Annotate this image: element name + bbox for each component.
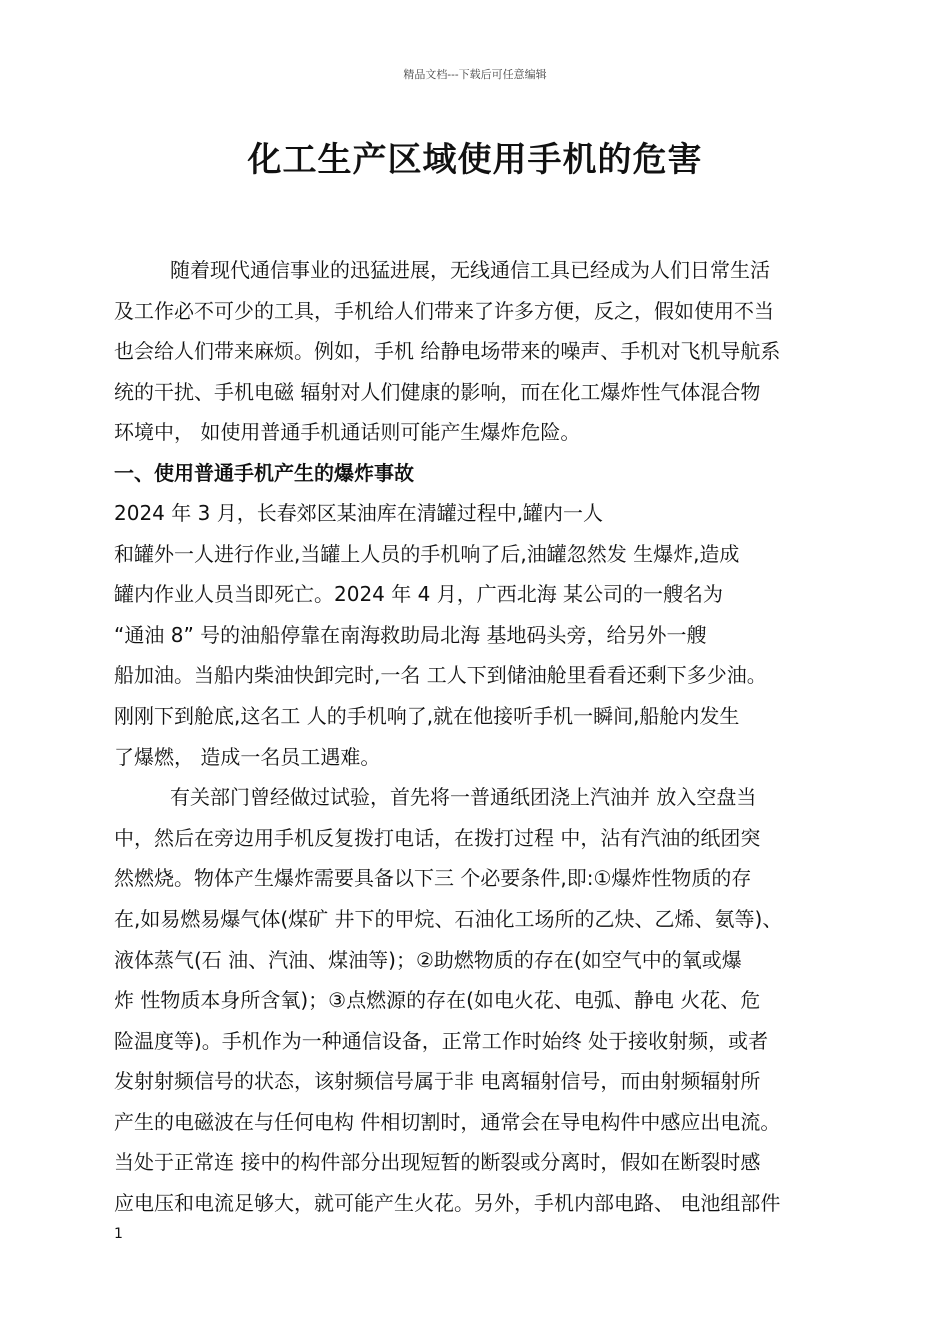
text-line: 当处于正常连 接中的构件部分出现短暂的断裂或分离时，假如在断裂时感: [114, 1150, 761, 1175]
text-line: 产生的电磁波在与任何电构 件相切割时，通常会在导电构件中感应出电流。: [114, 1109, 781, 1134]
text-line: 有关部门曾经做过试验，首先将一普通纸团浇上汽油并 放入空盘当: [170, 785, 757, 810]
text-line: 和罐外一人进行作业,当罐上人员的手机响了后,油罐忽然发 生爆炸,造成: [114, 541, 740, 566]
text-line: 环境中， 如使用普通手机通话则可能产生爆炸危险。: [114, 420, 581, 445]
text-line: 炸 性物质本身所含氧)；③点燃源的存在(如电火花、电弧、静电 火花、危: [114, 988, 761, 1013]
text-line: 随着现代通信事业的迅猛进展，无线通信工具已经成为人们日常生活: [170, 258, 770, 282]
incident-paragraph: [114, 493, 844, 777]
text-line: 液体蒸气(石 油、汽油、煤油等)；②助燃物质的存在(如空气中的氧或爆: [114, 947, 742, 972]
text-line: “通油 8” 号的油船停靠在南海救助局北海 基地码头旁，给另外一艘: [114, 622, 707, 647]
document-body: [114, 250, 844, 1224]
text-line: 了爆燃， 造成一名员工遇难。: [114, 744, 381, 769]
text-line: 2024 年 3 月，长春郊区某油库在清罐过程中,罐内一人: [114, 500, 604, 525]
text-line: 统的干扰、手机电磁 辐射对人们健康的影响，而在化工爆炸性气体混合物: [114, 379, 761, 404]
text-line: 发射射频信号的状态，该射频信号属于非 电离辐射信号，而由射频辐射所: [114, 1069, 761, 1094]
text-line: 船加油。当船内柴油快卸完时,一名 工人下到储油舱里看看还剩下多少油。: [114, 663, 767, 688]
text-line: 然燃烧。物体产生爆炸需要具备以下三 个必要条件,即:①爆炸性物质的存: [114, 866, 752, 891]
intro-paragraph: [114, 250, 844, 453]
text-line: 险温度等)。手机作为一种通信设备，正常工作时始终 处于接收射频，或者: [114, 1028, 769, 1053]
page-number: 1: [114, 1226, 123, 1242]
text-line: 罐内作业人员当即死亡。2024 年 4 月，广西北海 某公司的一艘名为: [114, 582, 724, 607]
experiment-paragraph: [114, 777, 844, 1224]
text-line: 及工作必不可少的工具，手机给人们带来了许多方便，反之，假如使用不当: [114, 298, 774, 323]
text-line: 应电压和电流足够大，就可能产生火花。另外，手机内部电路、 电池组部件: [114, 1191, 781, 1216]
text-line: 也会给人们带来麻烦。例如，手机 给静电场带来的噪声、手机对飞机导航系: [114, 339, 781, 364]
document-title: 化工生产区域使用手机的危害: [247, 140, 703, 180]
text-line: 中，然后在旁边用手机反复拨打电话，在拨打过程 中，沾有汽油的纸团突: [114, 825, 761, 850]
text-line: 刚刚下到舱底,这名工 人的手机响了,就在他接听手机一瞬间,船舱内发生: [114, 703, 740, 728]
section-heading: 一、使用普通手机产生的爆炸事故: [114, 460, 414, 485]
text-line: 在,如易燃易爆气体(煤矿 井下的甲烷、石油化工场所的乙炔、乙烯、氨等)、: [114, 906, 783, 931]
header-note: 精品文档---下载后可任意编辑: [403, 68, 547, 81]
